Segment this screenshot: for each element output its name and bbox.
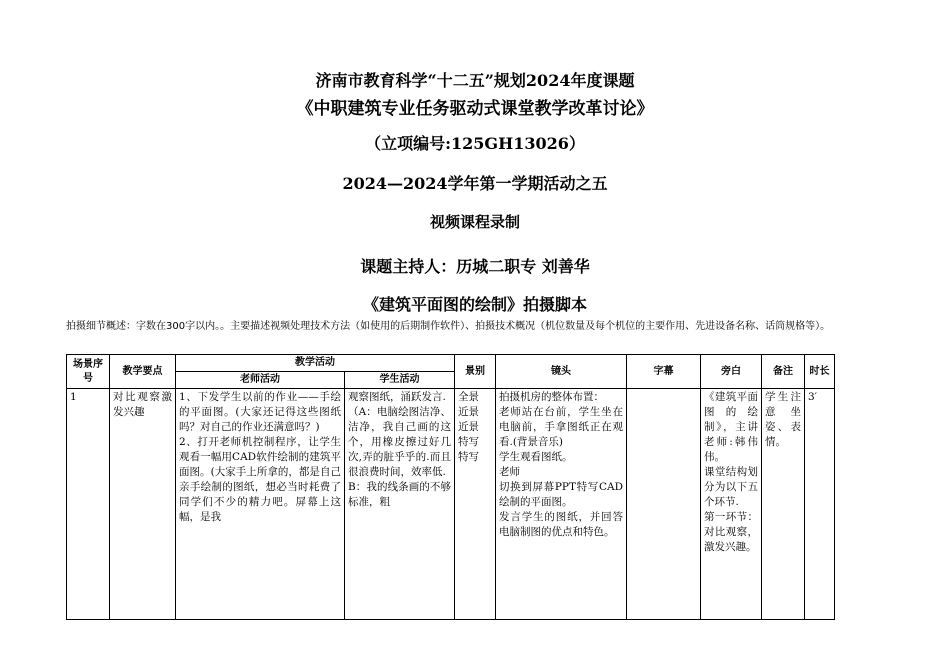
cell-subtitle (627, 389, 701, 620)
cell-key-point: 对比观察激发兴趣 (110, 389, 176, 620)
header-duration: 时长 (805, 355, 835, 389)
host-line: 课题主持人：历城二职专 刘善华 (360, 257, 590, 276)
header-scene-no: 场景序号 (67, 355, 110, 389)
script-title: 《建筑平面图的绘制》拍摄脚本 (362, 295, 587, 314)
header-subtitle: 字幕 (627, 355, 701, 389)
topic-title: 《中职建筑专业任务驱动式课堂教学改革讨论》 (296, 99, 654, 119)
header-narration: 旁白 (701, 355, 762, 389)
header-camera: 镜头 (496, 355, 627, 389)
shooting-script-table (66, 354, 835, 620)
activity-name: 视频课程录制 (429, 213, 520, 231)
cell-camera: 拍摄机房的整体布置： 老师站在台前，学生坐在电脑前，手拿图纸正在观看.(背景音乐) 学生观看图纸。 老师 切换到屏幕PPT特写CAD绘制的平面图。 发言学生的图纸，并回答电脑制图的优点和特色。 (496, 389, 627, 620)
cell-shot-size: 全景 近景 近景 特写 特写 (455, 389, 496, 620)
header-activity: 教学活动 (176, 355, 455, 372)
cell-teacher-activity: 1、下发学生以前的作业——手绘的平面图。(大家还记得这些图纸吗？对自己的作业还满意吗？) 2、打开老师机控制程序，让学生观看一幅用CAD软件绘制的建筑平面图。(大家手上所拿的，都是自己亲手绘制的图纸，想必当时耗费了同学们不少的精力吧。屏幕上这幅，是我 (176, 389, 345, 620)
semester-activity: 2024—2024学年第一学期活动之五 (342, 174, 608, 193)
cell-scene-no: 1 (67, 389, 110, 620)
header-student-activity: 学生活动 (345, 372, 455, 389)
cell-narration: 《建筑平面图的绘制》，主讲老师:韩伟伟。 课堂结构划分为以下五个环节. 第一环节：对比观察，激发兴趣。 (701, 389, 762, 620)
cell-remark: 学生注意坐姿、表情。 (762, 389, 805, 620)
table-row (67, 389, 835, 620)
header-shot-size: 景别 (455, 355, 496, 389)
header-key-point: 教学要点 (110, 355, 176, 389)
shooting-description: 拍摄细节概述：字数在300字以内。。主要描述视频处理技术方法（如使用的后期制作软件）、拍摄技术概况（机位数量及每个机位的主要作用、先进设备名称、话筒规格等）。 (66, 321, 831, 332)
header-teacher-activity: 老师活动 (176, 372, 345, 389)
cell-duration: 3′ (805, 389, 835, 620)
project-number: （立项编号:125GH13026） (365, 134, 585, 153)
project-title: 济南市教育科学“十二五”规划2024年度课题 (315, 71, 635, 90)
cell-student-activity: 观察图纸，涌跃发言. （A：电脑绘图洁净、洁净，我自己画的这个，用橡皮擦过好几次,弄的脏乎乎的.而且很浪费时间，效率低. B：我的线条画的不够标准，粗 (345, 389, 455, 620)
header-remark: 备注 (762, 355, 805, 389)
